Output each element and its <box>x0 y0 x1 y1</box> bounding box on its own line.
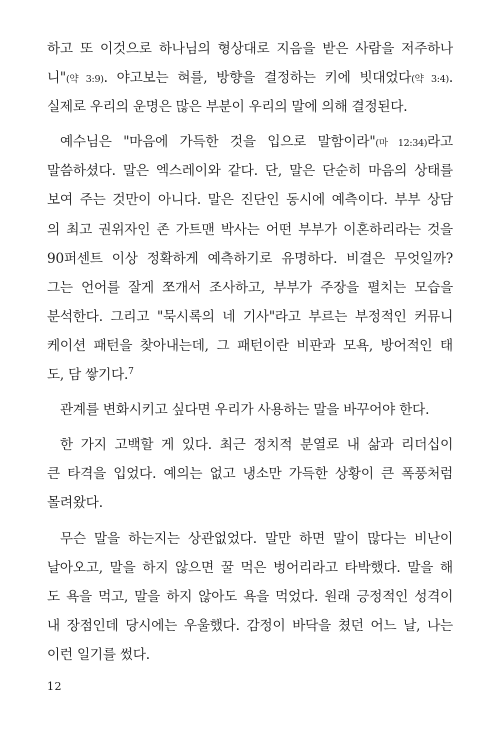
text-line: 분석한다. 그리고 "묵시록의 네 기사"라고 부르는 부정적인 커뮤니 <box>47 308 453 325</box>
text-fragment: . <box>448 70 453 87</box>
text-line: 하고 또 이것으로 하나님의 형상대로 지음을 받은 사람을 저주하나 <box>47 41 453 57</box>
text-line <box>47 128 453 157</box>
text-line: 큰 타격을 입었다. 예의는 없고 냉소만 가득한 상황이 큰 폭풍처럼 <box>47 466 453 483</box>
text-line: 실제로 우리의 운명은 많은 부분이 우리의 말에 의해 결정된다. <box>47 99 408 116</box>
scripture-reference: (마 12:34) <box>375 138 428 150</box>
text-line: 몰려왔다. <box>47 495 103 512</box>
text-line: 무슨 말을 하는지는 상관없었다. 말만 하면 말이 많다는 비난이 <box>60 530 453 547</box>
text-fragment: 니" <box>47 70 66 87</box>
text-line <box>47 361 453 390</box>
text-line: 의 최고 권위자인 존 가트맨 박사는 어떤 부부가 이혼하리라는 것을 <box>47 221 453 238</box>
text-fragment: 예수님은 "마음에 가득한 것을 입으로 말함이라" <box>60 134 376 151</box>
text-line: 케이션 패턴을 찾아내는데, 그 패턴이란 비판과 모욕, 방어적인 태 <box>47 337 453 354</box>
text-line: 관계를 변화시키고 싶다면 우리가 사용하는 말을 바꾸어야 한다. <box>60 402 430 419</box>
page-number: 12 <box>47 680 62 693</box>
text-line: 보여 주는 것만이 아니다. 말은 진단인 동시에 예측이다. 부부 상담 <box>47 192 453 209</box>
footnote-marker[interactable]: 7 <box>128 367 134 378</box>
text-fragment: 라고 <box>427 134 453 151</box>
text-line: 내 장점인데 당시에는 우울했다. 감정이 바닥을 쳤던 어느 날, 나는 <box>47 617 453 634</box>
text-line: 말씀하셨다. 말은 엑스레이와 같다. 단, 말은 단순히 마음의 상태를 <box>47 163 453 180</box>
text-fragment: 도, 담 쌓기다. <box>47 367 129 384</box>
text-line <box>47 64 453 93</box>
text-line: 한 가지 고백할 게 있다. 최근 정치적 분열로 내 삶과 리더십이 <box>60 437 453 454</box>
body-text <box>47 35 453 670</box>
text-fragment: . 야고보는 혀를, 방향을 결정하는 키에 빗대었다 <box>103 70 412 87</box>
scripture-reference: (약 3:9) <box>65 74 104 86</box>
scripture-reference: (약 3:4) <box>411 74 449 86</box>
text-line: 도 욕을 먹고, 말을 하지 않아도 욕을 먹었다. 원래 긍정적인 성격이 <box>47 588 453 605</box>
text-line: 이런 일기를 썼다. <box>47 646 150 663</box>
text-line: 날아오고, 말을 하지 않으면 꿀 먹은 벙어리라고 타박했다. 말을 해 <box>47 559 453 576</box>
text-line: 90퍼센트 이상 정확하게 예측하기로 유명하다. 비결은 무엇일까? <box>47 250 453 267</box>
text-line: 그는 언어를 잘게 쪼개서 조사하고, 부부가 주장을 펼치는 모습을 <box>47 279 453 296</box>
